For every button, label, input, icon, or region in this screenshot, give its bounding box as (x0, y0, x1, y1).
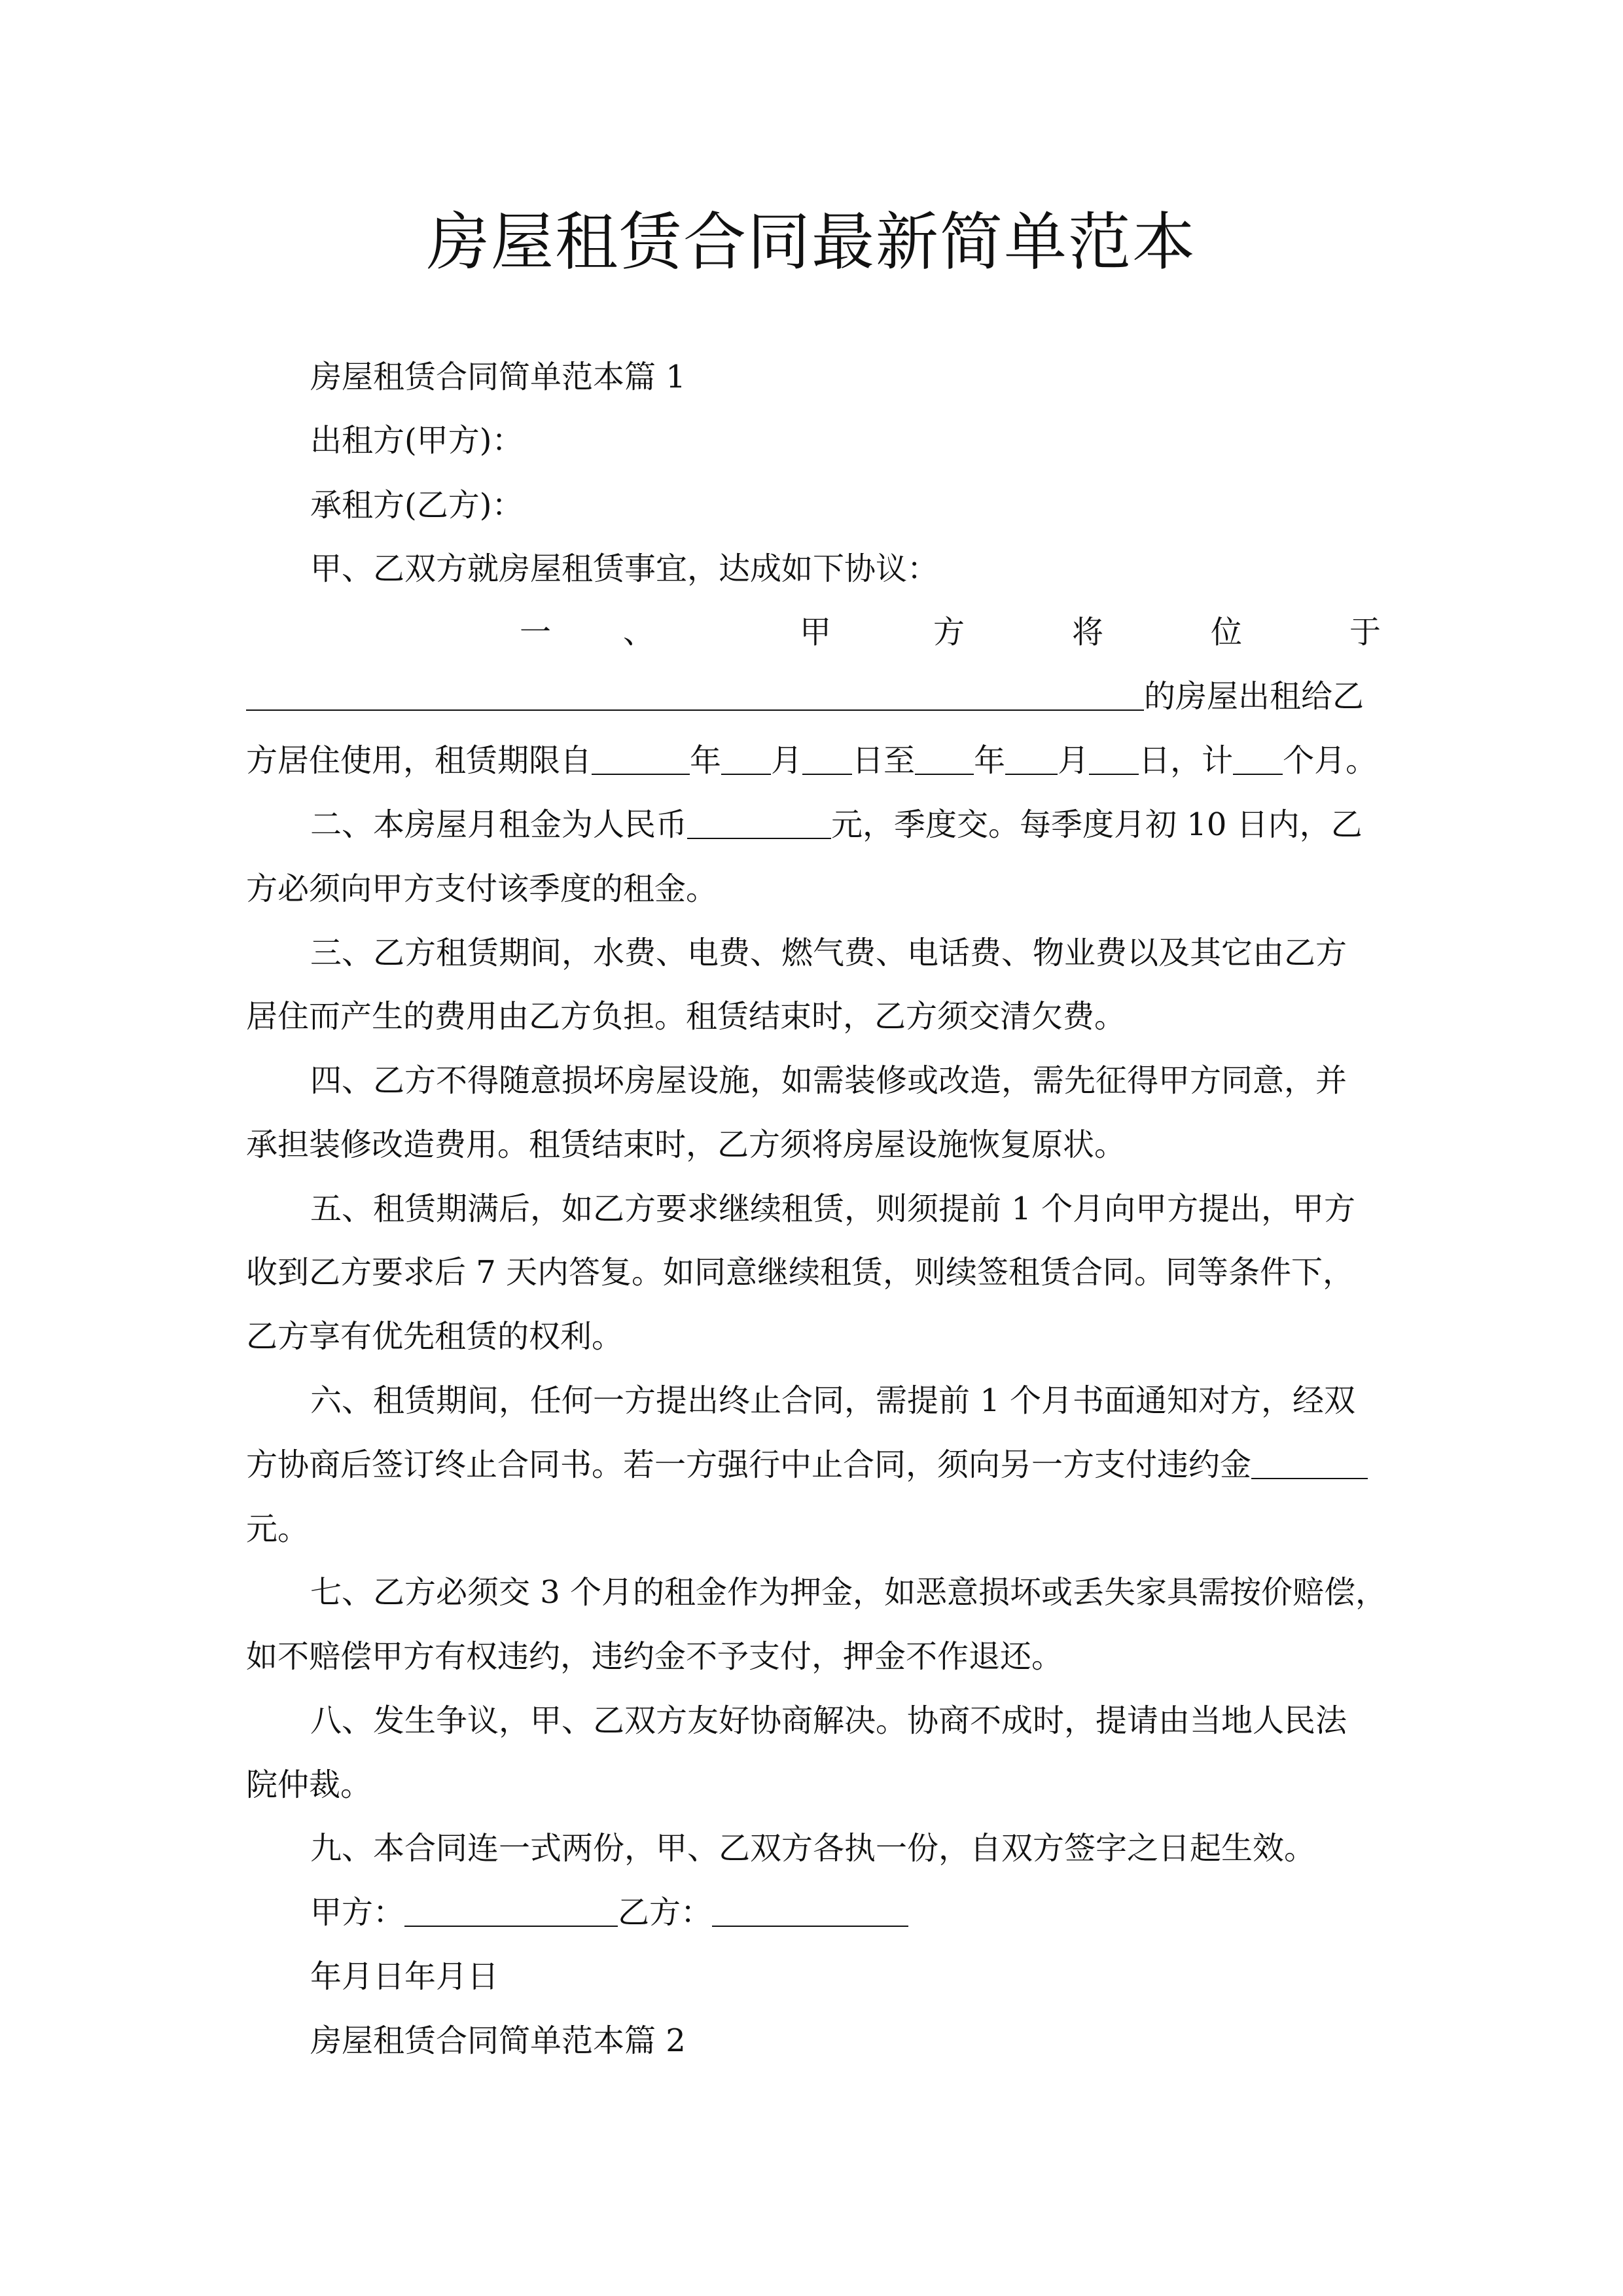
document-title: 房屋租赁合同最新简单范本 (427, 206, 1196, 279)
clause2-text-b: 元，季度交。每季度月初 10 日内，乙 (831, 806, 1363, 843)
clause3-line1: 三、乙方租赁期间，水费、电费、燃气费、电话费、物业费以及其它由乙方 (310, 935, 1347, 971)
lessee-label: 承租方(乙方)： (310, 487, 524, 524)
month-label: 月 (771, 742, 803, 779)
date-line: 年月日年月日 (310, 1958, 499, 1995)
clause4-line1: 四、乙方不得随意损坏房屋设施，如需装修或改造，需先征得甲方同意，并 (310, 1062, 1347, 1099)
clause6-line3: 元。 (246, 1511, 310, 1547)
clause1-line2-suffix: 的房屋出租给乙 (1144, 678, 1364, 715)
clause6-line1: 六、租赁期间，任何一方提出终止合同，需提前 1 个月书面通知对方，经双 (310, 1382, 1356, 1419)
clause3-line2: 居住而产生的费用由乙方负担。租赁结束时，乙方须交清欠费。 (246, 998, 1126, 1035)
day-label: 日至 (852, 742, 916, 779)
clause1-char: 、 (623, 614, 655, 651)
clause1-line3 (246, 737, 1385, 784)
section2-heading: 房屋租赁合同简单范本篇 2 (310, 2022, 686, 2059)
clause5-line1: 五、租赁期满后，如乙方要求继续租赁，则须提前 1 个月向甲方提出，甲方 (310, 1191, 1356, 1227)
lessor-label: 出租方(甲方)： (310, 422, 524, 459)
rent-amount-blank (687, 806, 831, 839)
start-day-blank (802, 742, 852, 775)
section1-heading: 房屋租赁合同简单范本篇 1 (310, 359, 686, 395)
start-month-blank (721, 742, 771, 775)
party-b-label: 乙方： (618, 1894, 713, 1931)
months-count-blank (1233, 742, 1283, 775)
month-label: 月 (1058, 742, 1090, 779)
clause8-line1: 八、发生争议，甲、乙双方友好协商解决。协商不成时，提请由当地人民法 (310, 1702, 1347, 1739)
clause4-line2: 承担装修改造费用。租赁结束时，乙方须将房屋设施恢复原状。 (246, 1126, 1126, 1163)
clause1-line3-text: 方居住使用，租赁期限自 (246, 742, 592, 779)
party-a-label: 甲方： (310, 1894, 405, 1931)
year-label: 年 (974, 742, 1006, 779)
end-year-blank (915, 742, 974, 775)
clause1-char: 一 (520, 614, 552, 651)
clause5-line2: 收到乙方要求后 7 天内答复。如同意继续租赁，则续签租赁合同。同等条件下， (246, 1254, 1355, 1291)
end-month-blank (1005, 742, 1058, 775)
clause7-line2: 如不赔偿甲方有权违约，违约金不予支付，押金不作退还。 (246, 1638, 1063, 1675)
clause1-line2 (246, 673, 1385, 720)
months-label: 个月。 (1283, 742, 1378, 779)
signature-line (310, 1889, 1385, 1936)
clause6-line2 (246, 1441, 1385, 1488)
end-day-blank (1089, 742, 1139, 775)
clause1-char: 于 (1349, 614, 1382, 651)
year-label: 年 (690, 742, 722, 779)
clause7-line1: 七、乙方必须交 3 个月的租金作为押金，如恶意损坏或丢失家具需按价赔偿， (310, 1574, 1387, 1611)
clause6-line2-text: 方协商后签订终止合同书。若一方强行中止合同，须向另一方支付违约金 (246, 1446, 1252, 1483)
clause1-char: 位 (1211, 614, 1243, 651)
clause5-line3: 乙方享有优先租赁的权利。 (246, 1318, 624, 1355)
penalty-amount-blank (1251, 1446, 1368, 1479)
intro-text: 甲、乙双方就房屋租赁事宜，达成如下协议： (310, 550, 939, 587)
clause1-char: 方 (933, 614, 965, 651)
clause8-line2: 院仲裁。 (246, 1767, 372, 1803)
clause1-char: 甲 (800, 614, 832, 651)
day-label: 日，计 (1139, 742, 1234, 779)
address-blank (246, 678, 1144, 711)
clause2-line2: 方必须向甲方支付该季度的租金。 (246, 870, 718, 907)
clause9-line: 九、本合同连一式两份，甲、乙双方各执一份，自双方签字之日起生效。 (310, 1830, 1316, 1867)
party-b-signature-blank (712, 1894, 908, 1927)
clause1-char: 将 (1072, 614, 1104, 651)
clause2-text-a: 二、本房屋月租金为人民币 (310, 806, 688, 843)
start-year-blank (592, 742, 690, 775)
clause2-line1 (310, 801, 1385, 848)
party-a-signature-blank (404, 1894, 618, 1927)
